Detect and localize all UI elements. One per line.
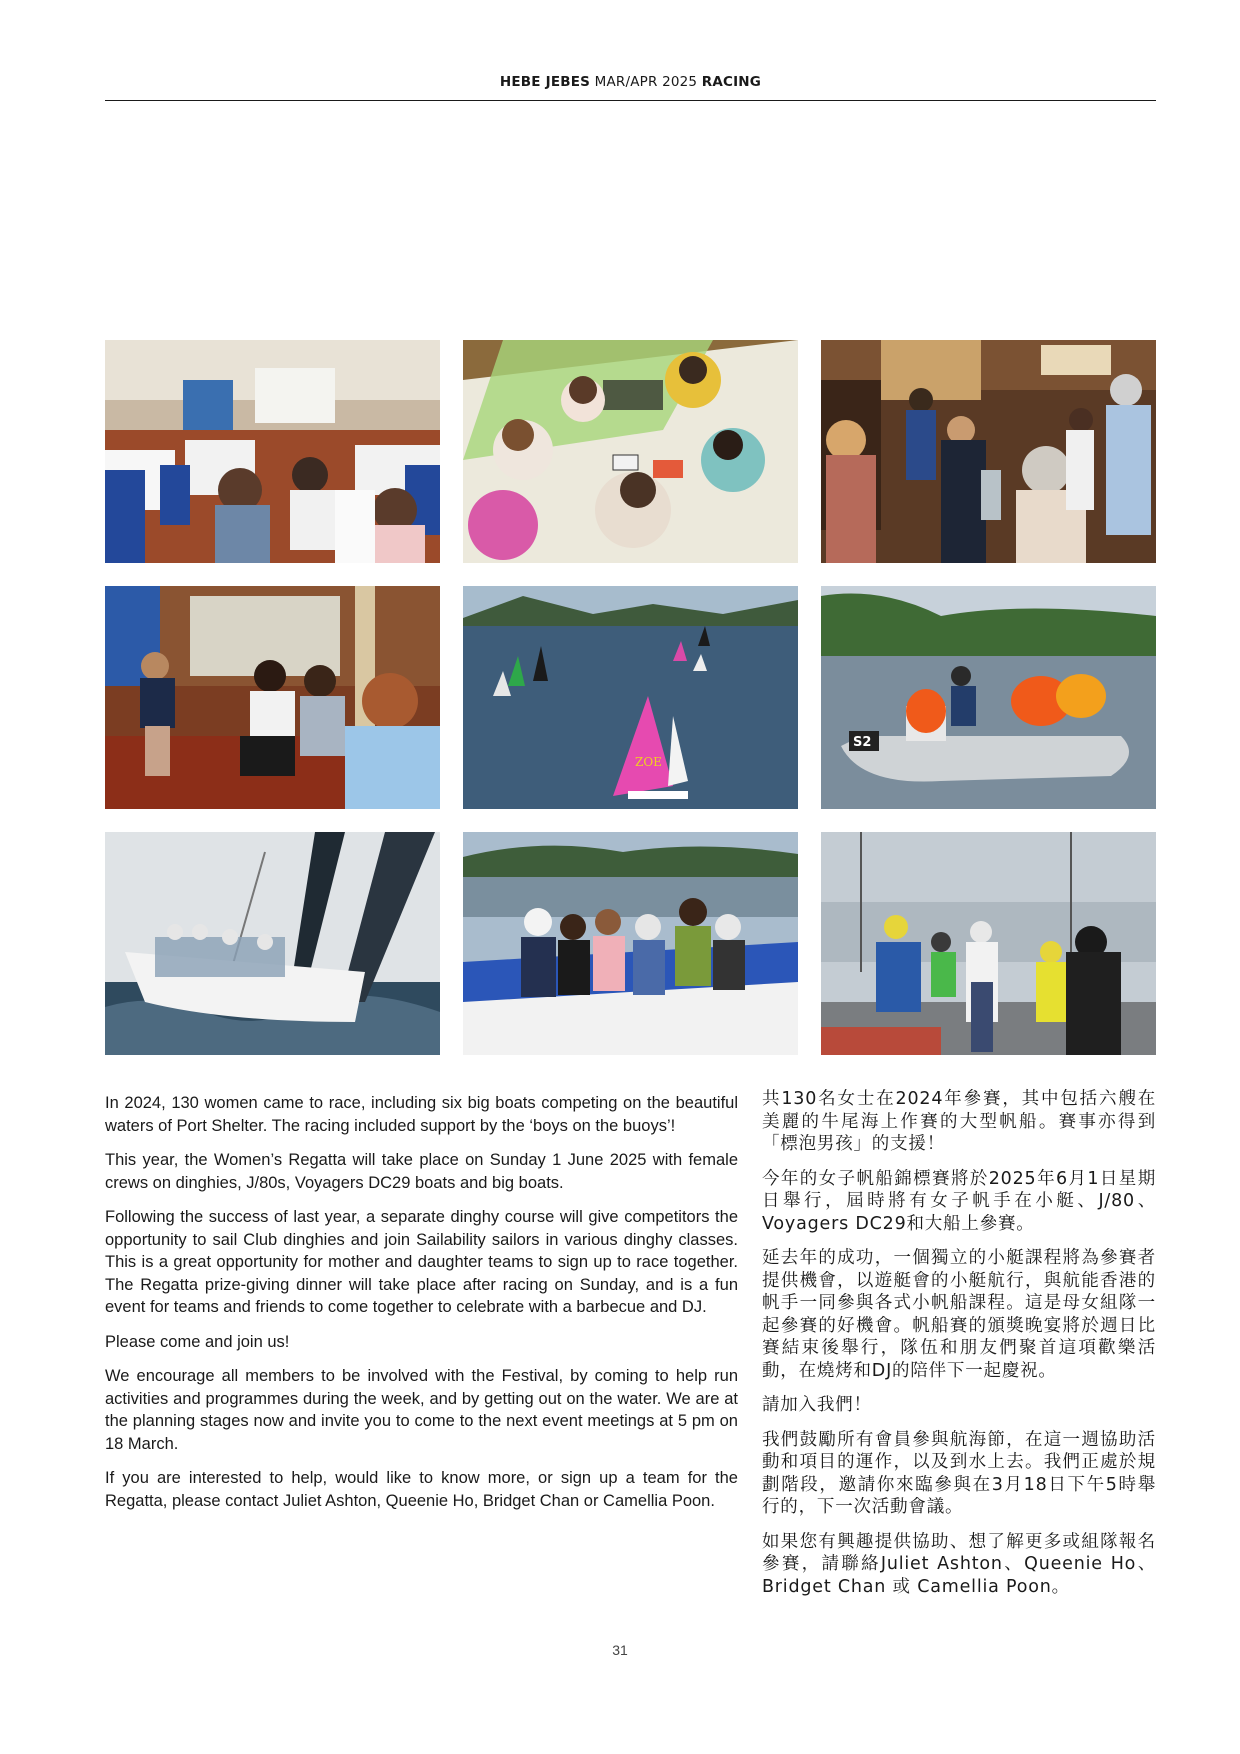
english-paragraph-4: Please come and join us! (105, 1332, 290, 1351)
header-rule (105, 100, 1156, 101)
chinese-paragraph-3: 延去年的成功，一個獨立的小艇課程將為參賽者提供機會，以遊艇會的小艇航行，與航能香港的帆手一同參與各式小帆船課程。這是母女組隊一起參賽的好機會。帆船賽的頒獎晚宴將於週日比賽結束後舉行，隊伍和朋友們聚首這項歡樂活動，在燒烤和DJ的陪伴下一起慶祝。 (762, 1248, 1156, 1381)
chinese-paragraph-1: 共130名女士在2024年參賽，其中包括六艘在美麗的牛尾海上作賽的大型帆船。賽事亦得到「標泡男孩」的支援！ (762, 1089, 1156, 1154)
english-paragraph-2: This year, the Women’s Regatta will take place on Sunday 1 June 2025 with female crews on dinghies, J/80s, Voyagers DC29 boats and big boats. (105, 1151, 738, 1192)
banner-painting-photo (463, 340, 798, 563)
yacht-heeling-photo (105, 832, 440, 1055)
english-paragraph-5: We encourage all members to be involved with the Festival, by coming to help run activities and programmes during the week, and by getting out on the water. We are at the planning stages now and invite you to come to the next event meetings at 5 pm on 18 March. (105, 1367, 738, 1453)
page-number: 31 (612, 1642, 628, 1658)
briefing-room-photo (105, 340, 440, 563)
bar-reception-photo (821, 340, 1156, 563)
english-article (105, 1092, 738, 1524)
sailing-fleet-photo (463, 586, 798, 809)
chinese-paragraph-4: 請加入我們！ (762, 1395, 872, 1415)
chinese-article (762, 1088, 1156, 1610)
english-paragraph-1: In 2024, 130 women came to race, including six big boats competing on the beautiful waters of Port Shelter. The racing included support by the ‘boys on the buoys’! (105, 1094, 738, 1135)
english-paragraph-6: If you are interested to help, would like to know more, or sign up a team for the Regatta, please contact Juliet Ashton, Queenie Ho, Bridget Chan or Camellia Poon. (105, 1469, 738, 1510)
section-name: RACING (701, 74, 762, 90)
english-paragraph-3: Following the success of last year, a separate dinghy course will give competitors the opportunity to sail Club dinghies and join Sailability sailors in various dinghy classes. This is a great opportunity for mother and daughter teams to sign up to race together. The Regatta prize-giving dinner will take place after racing on Sunday, and is a fun event for teams and friends to come together to celebrate with a barbecue and DJ. (105, 1208, 738, 1316)
chinese-paragraph-5: 我們鼓勵所有會員參與航海節，在這一週協助活動和項目的運作，以及到水上去。我們正處於規劃階段，邀請你來臨參與在3月18日下午5時舉行的，下一次活動會議。 (762, 1429, 1156, 1517)
rib-support-boat-photo (821, 586, 1156, 809)
issue-date: MAR/APR 2025 (594, 74, 698, 90)
chinese-paragraph-2: 今年的女子帆船錦標賽將於2025年6月1日星期日舉行，屆時將有女子帆手在小艇、J/80、Voyagers DC29和大船上參賽。 (762, 1168, 1156, 1234)
crew-on-deck-photo (463, 832, 798, 1055)
boat-number-text: S2 (853, 735, 872, 750)
panel-talk-photo (105, 586, 440, 809)
sail-logo-text: ZOE (635, 755, 662, 769)
chinese-paragraph-6: 如果您有興趣提供協助、想了解更多或組隊報名參賽，請聯絡Juliet Ashton、Queenie Ho、Bridget Chan 或 Camellia Poon。 (762, 1531, 1156, 1597)
magazine-name: HEBE JEBES (499, 74, 591, 90)
rainy-deck-photo (821, 832, 1156, 1055)
running-header (105, 74, 1156, 90)
